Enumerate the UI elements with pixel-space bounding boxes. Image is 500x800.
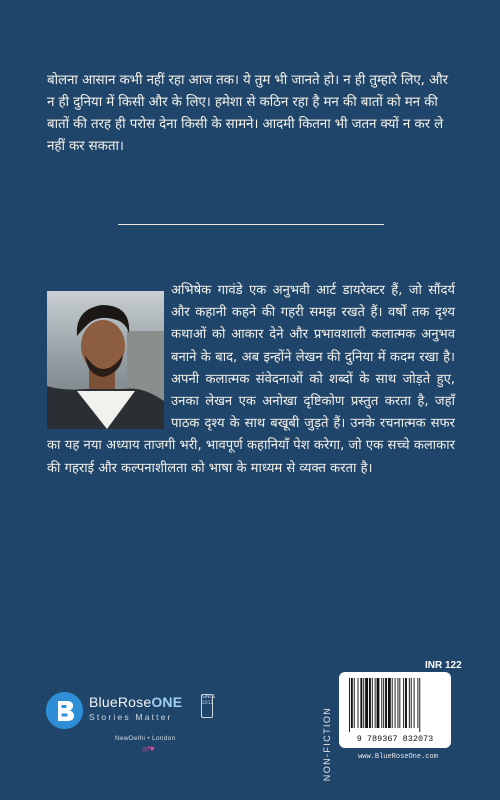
author-bio: अभिषेक गावंडे एक अनुभवी आर्ट डायरेक्टर हैं, जो सौंदर्य और कहानी कहने की गहरी समझ रखते हैं। वर्षों तक दृश्य कथाओं को आकार देने और प्रभावशाली कलात्मक अनुभव बनाने के बाद, अब इन्होंने लेखन की दुनिया में कदम रखा है। अपनी कलात्मक संवेदनाओं को शब्दों के साथ जोड़ते हुए, उनका लेखन एक अनोखा दृष्टिकोण प्रस्तुत करता है, जहाँ पाठक दृश्य के साथ बखूबी जुड़ते हैं। उनके रचनात्मक सफर का यह नया अध्याय ताजगी भरी, भावपूर्ण कहानियाँ पेश करेगा, जो एक सच्चे कलाकार की गहराई और कल्पनाशीलता को भाषा के माध्यम से व्यक्त करता है। xyxy=(47,283,455,476)
publisher-tagline: Stories Matter xyxy=(89,712,173,722)
genre-label xyxy=(320,706,334,782)
author-bio-block xyxy=(47,280,455,480)
barcode-bar xyxy=(377,678,380,728)
publisher-name-main: BlueRose xyxy=(89,694,152,710)
publisher-website: www.BlueRoseOne.com xyxy=(358,753,438,761)
publisher-badge: SINCE 2012 xyxy=(201,694,213,718)
barcode-bar xyxy=(414,678,415,728)
barcode-bar xyxy=(405,678,407,728)
photo-spacer xyxy=(47,280,171,434)
barcode-bar xyxy=(419,678,420,732)
barcode-bar xyxy=(365,678,368,728)
barcode-bar xyxy=(383,678,384,728)
back-cover-blurb: बोलना आसान कभी नहीं रहा आज तक। ये तुम भी जानते हो। न ही तुम्हारे लिए, और न ही दुनिया में किसी और के लिए। हमेशा से कठिन रहा है मन की बातों को मन की बातों की तरह ही परोस देना किसी के सामने। आदमी कितना भी जतन क्यों न कर ले नहीं कर सकता। xyxy=(47,73,448,154)
barcode-bar xyxy=(385,678,387,728)
publisher-logo xyxy=(46,692,246,753)
barcode-bar xyxy=(388,678,391,728)
price-label: INR 122 xyxy=(425,660,462,671)
barcode-bar xyxy=(375,678,376,728)
publisher-name xyxy=(89,694,182,710)
barcode-bar xyxy=(409,678,410,728)
barcode-bar xyxy=(417,678,418,728)
barcode-bar xyxy=(411,678,412,728)
barcode-bar xyxy=(363,678,364,728)
barcode-bar xyxy=(372,678,373,728)
barcode-bars xyxy=(347,678,443,732)
barcode-bar xyxy=(351,678,353,728)
genre-text: NON-FICTION xyxy=(322,706,332,782)
bluerose-b-icon xyxy=(46,692,83,729)
barcode-bar xyxy=(399,678,400,728)
barcode-bar xyxy=(354,678,355,728)
barcode-bar xyxy=(395,678,396,728)
barcode-bar xyxy=(349,678,350,732)
publisher-cities: NewDelhi • London xyxy=(115,735,176,742)
barcode-bar xyxy=(397,678,398,728)
barcode-bar xyxy=(360,678,362,728)
divider-line xyxy=(118,224,384,225)
barcode-bar xyxy=(358,678,359,728)
isbn-number: 9 789367 832073 xyxy=(356,734,434,744)
barcode xyxy=(339,672,451,748)
barcode-bar xyxy=(369,678,371,728)
barcode-bar xyxy=(392,678,393,728)
barcode-bar xyxy=(403,678,404,728)
barcode-bar xyxy=(381,678,382,728)
social-icons: ◎f♥ xyxy=(142,746,155,753)
publisher-name-accent: ONE xyxy=(151,694,183,710)
